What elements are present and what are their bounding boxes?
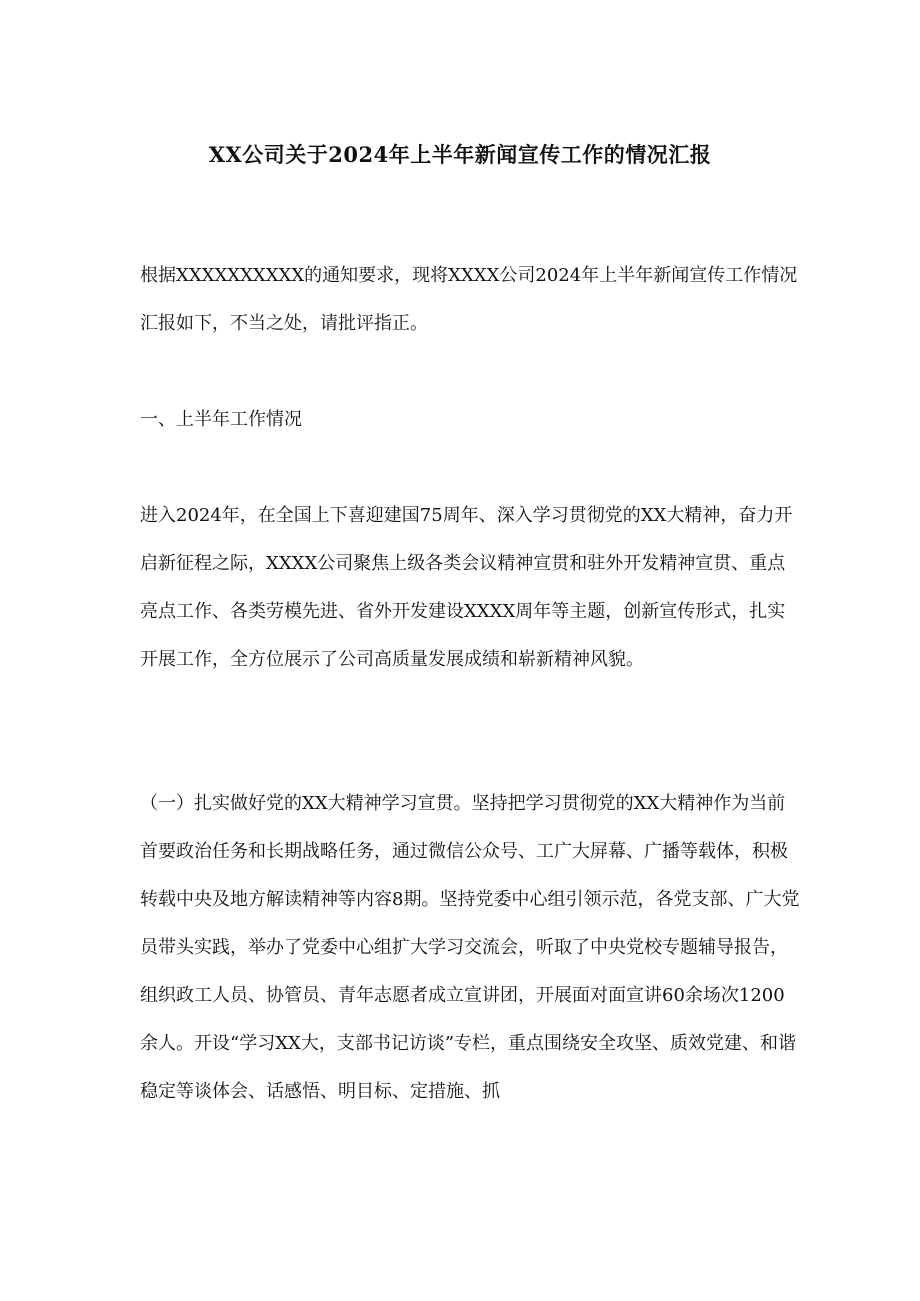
body-paragraph-2: （一）扎实做好党的XX大精神学习宣贯。坚持把学习贯彻党的XX大精神作为当前首要政治任务和长期战略任务，通过微信公众号、工广大屏幕、广播等载体，积极转载中央及地方解读精神等内容8期。坚持党委中心组引领示范，各党支部、广大党员带头实践，举办了党委中心组扩大学习交流会，听取了中央党校专题辅导报告，组织政工人员、协管员、青年志愿者成立宣讲团，开展面对面宣讲60余场次1200余人。开设“学习XX大，支部书记访谈”专栏，重点围绕安全攻坚、质效党建、和谐稳定等谈体会、话感悟、明目标、定措施、抓 xyxy=(140,793,800,1102)
section-heading: 一、上半年工作情况 xyxy=(140,409,302,430)
document-title: XX公司关于2024年上半年新闻宣传工作的情况汇报 xyxy=(208,142,712,167)
intro-paragraph: 根据XXXXXXXXXX的通知要求，现将XXXX公司2024年上半年新闻宣传工作情况汇报如下，不当之处，请批评指正。 xyxy=(140,265,798,334)
body-paragraph-1: 进入2024年，在全国上下喜迎建国75周年、深入学习贯彻党的XX大精神，奋力开启新征程之际，XXXX公司聚焦上级各类会议精神宣贯和驻外开发精神宣贯、重点亮点工作、各类劳模先进、省外开发建设XXXX周年等主题，创新宣传形式，扎实开展工作，全方位展示了公司高质量发展成绩和崭新精神风貌。 xyxy=(140,505,793,670)
